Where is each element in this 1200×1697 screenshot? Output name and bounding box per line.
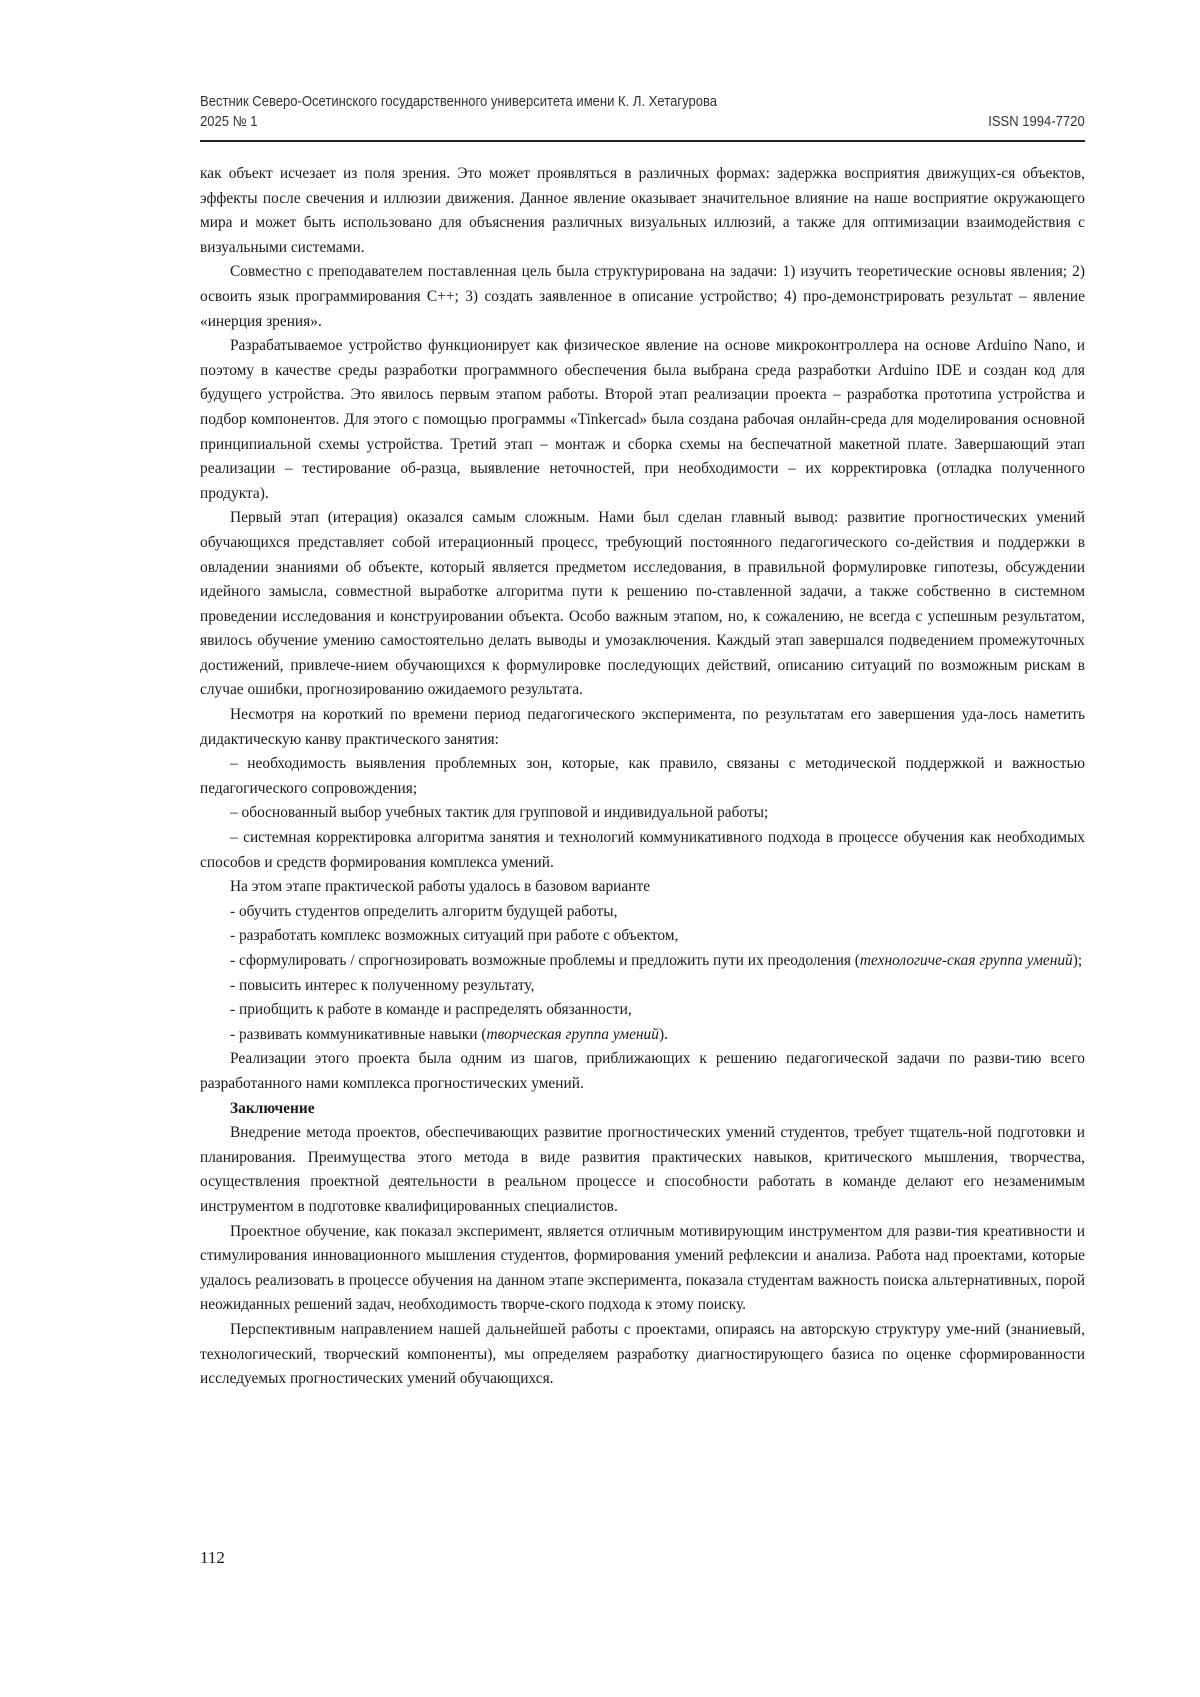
creative-group-term: творческая группа умений xyxy=(486,1025,659,1043)
list-item-algorithm: - обучить студентов определить алгоритм будущей работы, xyxy=(230,902,618,920)
conclusion-paragraph-method: Внедрение метода проектов, обеспечивающих развитие прогностических умений студентов, требует тщатель-ной подготовки и планирования. Преимущества этого метода в виде развития практических навыков, критического мышления, творчества, осуществления проектной деятельности в реальном процессе и способности работать в команде делают его незаменимым инструментом в подготовке квалифицированных специалистов. xyxy=(200,1124,1085,1215)
list-item-communication xyxy=(200,1023,1085,1048)
list-item-formulate-text: - сформулировать / спрогнозировать возможные проблемы и предложить пути их преодоления ( xyxy=(230,952,860,969)
journal-header xyxy=(200,92,1085,132)
tech-group-term: технологиче-ская группа умений xyxy=(859,952,1073,969)
conclusion-paragraph-perspective: Перспективным направлением нашей дальнейшей работы с проектами, опираясь на авторскую структуру уме-ний (знаниевый, технологический, творческий компоненты), мы определяем разработку диагностирующего базиса по оценке сформированности исследуемых прогностических умений обучающихся. xyxy=(200,1320,1085,1388)
header-divider xyxy=(200,140,1085,142)
journal-title: Вестник Северо-Осетинского государственного университета имени К. Л. Хетагурова xyxy=(200,94,718,110)
conclusion-paragraph-learning: Проектное обучение, как показал эксперимент, является отличным мотивирующим инструментом для разви-тия креативности и стимулирования инновационного мышления студентов, формирования умений рефлексии и анализа. Работа над проектами, которые удалось реализовать в процессе обучения на данном этапе эксперимента, показала студентам важность поиска альтернативных, порой неожиданных решений задач, необходимость творче-ского подхода к этому поиску. xyxy=(200,1222,1085,1314)
page-number: 112 xyxy=(200,1548,225,1567)
issn-number: ISSN 1994-7720 xyxy=(988,114,1085,130)
paragraph-basic-variant: На этом этапе практической работы удалось в базовом варианте xyxy=(230,878,651,896)
paragraph-continuation: как объект исчезает из поля зрения. Это может проявляться в различных формах: задержка восприятия движущих-ся объектов, эффекты после свечения и иллюзии движения. Данное явление оказывает значительное влияние на наше восприятие окружающего мира и может быть использовано для объяснения различных визуальных иллюзий, а также для оптимизации взаимодействия с визуальными системами. xyxy=(200,165,1085,256)
list-item-interest: - повысить интерес к полученному результату, xyxy=(230,976,535,994)
paragraph-tasks: Совместно с преподавателем поставленная цель была структурирована на задачи: 1) изучить теоретические основы явления; 2) освоить язык программирования С++; 3) создать заявленное в описание устройство; 4) про-демонстрировать результат – явление «инерция зрения». xyxy=(200,263,1085,330)
list-item-formulate xyxy=(200,949,1085,974)
article-body xyxy=(200,162,1085,1392)
paragraph-project-step: Реализации этого проекта была одним из шагов, приближающих к решению педагогической задачи по разви-тию всего разработанного нами комплекса прогностических умений. xyxy=(200,1050,1085,1092)
list-item-correction: – системная корректировка алгоритма занятия и технологий коммуникативного подхода в процессе обучения как необходимых способов и средств формирования комплекса умений. xyxy=(200,829,1085,871)
paragraph-experiment: Несмотря на короткий по времени период педагогического эксперимента, по результатам его завершения уда-лось наметить дидактическую канву практического занятия: xyxy=(200,706,1085,748)
header-issue-line xyxy=(200,112,1085,132)
list-item-situations: - разработать комплекс возможных ситуаций при работе с объектом, xyxy=(230,927,679,945)
paragraph-first-stage: Первый этап (итерация) оказался самым сложным. Нами был сделан главный вывод: развитие прогностических умений обучающихся представляет собой итерационный процесс, требующий постоянного педагогического со-действия и поддержки в овладении знаниями об объекте, который является предметом исследования, в правильной формулировке гипотезы, обсуждении идейного замысла, совместной выработке алгоритма пути к решению по-ставленной задачи, а также собственно в системном проведении исследования и конструировании объекта. Особо важным этапом, но, к сожалению, не всегда с успешным результатом, явилось обучение умению самостоятельно делать выводы и умозаключения. Каждый этап завершался подведением промежуточных достижений, привлече-нием обучающихся к формулировке последующих действий, описанию ситуаций по возможным рискам в случае ошибки, прогнозированию ожидаемого результата. xyxy=(200,509,1085,699)
issue-number: 2025 № 1 xyxy=(200,114,258,130)
list-item-tactics: – обоснованный выбор учебных тактик для групповой и индивидуальной работы; xyxy=(230,804,769,822)
list-item-communication-text: - развивать коммуникативные навыки ( xyxy=(230,1025,487,1043)
list-item-formulate-end: ); xyxy=(1072,952,1083,969)
list-item-communication-end: ). xyxy=(658,1025,668,1043)
conclusion-heading: Заключение xyxy=(230,1099,315,1117)
list-item-teamwork: - приобщить к работе в команде и распределять обязанности, xyxy=(230,1001,632,1019)
list-item-problem-zones: – необходимость выявления проблемных зон, которые, как правило, связаны с методической поддержкой и важностью педагогического сопровождения; xyxy=(200,755,1085,797)
paragraph-device: Разрабатываемое устройство функционирует как физическое явление на основе микроконтроллера на основе Arduino Nano, и поэтому в качестве среды разработки программного обеспечения была выбрана среда разработки Arduino IDE и создан код для будущего устройства. Это явилось первым этапом работы. Второй этап реализации проекта – разработка прототипа устройства и подбор компонентов. Для этого с помощью программы «Tinkercad» была создана рабочая онлайн-среда для моделирования основной принципиальной схемы устройства. Третий этап – монтаж и сборка схемы на беспечатной макетной плате. Завершающий этап реализации – тестирование об-разца, выявление неточностей, при необходимости – их корректировка (отладка полученного продукта). xyxy=(200,337,1085,502)
